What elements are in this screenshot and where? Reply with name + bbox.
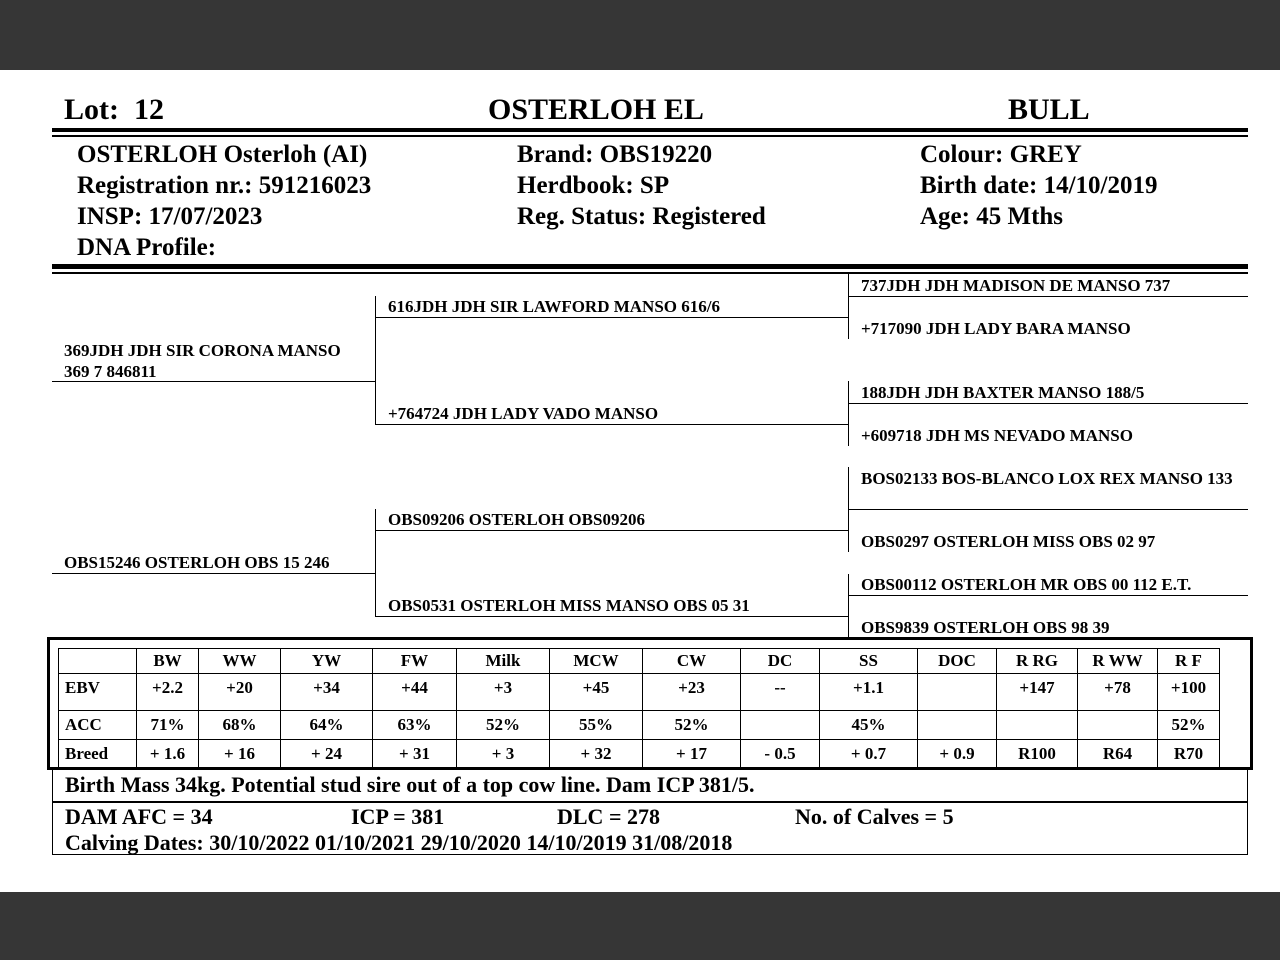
pedigree-sds: 188JDH JDH BAXTER MANSO 188/5 [861, 383, 1145, 402]
ebv-cell: +34 [281, 674, 373, 711]
birth-date: Birth date: 14/10/2019 [920, 172, 1158, 199]
pedigree-line [375, 317, 848, 318]
pedigree-dss: BOS02133 BOS-BLANCO LOX REX MANSO 133 [861, 469, 1233, 488]
acc-row [59, 711, 1220, 740]
pedigree-dam: OBS15246 OSTERLOH OBS 15 246 [64, 553, 330, 572]
ebv-header-cell: R F [1158, 649, 1220, 674]
ebv-header-cell: SS [820, 649, 918, 674]
breed-cell: + 17 [643, 740, 741, 769]
breed-cell: + 0.9 [918, 740, 997, 769]
pedigree-bracket [848, 381, 849, 446]
pedigree-line [848, 509, 1248, 510]
insp-date: INSP: 17/07/2023 [77, 203, 263, 230]
pedigree-sdd: +609718 JDH MS NEVADO MANSO [861, 426, 1133, 445]
herdbook: Herdbook: SP [517, 172, 670, 199]
acc-cell [997, 711, 1078, 740]
ebv-cell [918, 674, 997, 711]
pedigree-ssd: +717090 JDH LADY BARA MANSO [861, 319, 1131, 338]
breed-cell: + 0.7 [820, 740, 918, 769]
ebv-header-row [59, 649, 1220, 674]
acc-cell [918, 711, 997, 740]
dna-profile: DNA Profile: [77, 234, 217, 261]
pedigree-bracket [375, 296, 376, 424]
pedigree-sire-sire: 616JDH JDH SIR LAWFORD MANSO 616/6 [388, 297, 720, 316]
pedigree-bracket [848, 274, 849, 339]
pedigree-line [375, 530, 848, 531]
dam-info-box [52, 802, 1248, 855]
breed-cell: R70 [1158, 740, 1220, 769]
ebv-header-cell: BW [137, 649, 199, 674]
breed-cell: + 32 [550, 740, 643, 769]
pedigree-ddd: OBS9839 OSTERLOH OBS 98 39 [861, 618, 1110, 637]
details-rule-thick [52, 264, 1248, 269]
pedigree-line [848, 296, 1248, 297]
remarks: Birth Mass 34kg. Potential stud sire out of a top cow line. Dam ICP 381/5. [52, 770, 1248, 802]
ebv-row [59, 674, 1220, 711]
pedigree-line [848, 595, 1248, 596]
ebv-cell: +1.1 [820, 674, 918, 711]
acc-cell: 52% [457, 711, 550, 740]
ebv-cell: +3 [457, 674, 550, 711]
acc-row-label: ACC [59, 711, 137, 740]
animal-sex: BULL [1008, 93, 1090, 126]
ebv-cell: +23 [643, 674, 741, 711]
registration-number: Registration nr.: 591216023 [77, 172, 372, 199]
header-rule-thick [52, 128, 1248, 132]
ebv-cell: +147 [997, 674, 1078, 711]
ebv-table [58, 648, 1220, 769]
ebv-header-cell: YW [281, 649, 373, 674]
dam-icp: ICP = 381 [351, 804, 445, 829]
breed-cell: R64 [1078, 740, 1158, 769]
ebv-cell: -- [741, 674, 820, 711]
breed-cell: + 24 [281, 740, 373, 769]
pedigree-dsd: OBS0297 OSTERLOH MISS OBS 02 97 [861, 532, 1156, 551]
dam-dlc: DLC = 278 [557, 804, 660, 829]
acc-cell [741, 711, 820, 740]
ebv-row-label: EBV [59, 674, 137, 711]
age: Age: 45 Mths [920, 203, 1064, 230]
ebv-header-cell: R RG [997, 649, 1078, 674]
pedigree-dam-sire: OBS09206 OSTERLOH OBS09206 [388, 510, 645, 529]
ebv-header-cell: WW [199, 649, 281, 674]
ebv-header-cell: MCW [550, 649, 643, 674]
acc-cell: 68% [199, 711, 281, 740]
pedigree-bracket [375, 509, 376, 617]
pedigree-dds: OBS00112 OSTERLOH MR OBS 00 112 E.T. [861, 575, 1192, 594]
ebv-header-cell: DC [741, 649, 820, 674]
pedigree-line [375, 424, 848, 425]
pedigree-dam-dam: OBS0531 OSTERLOH MISS MANSO OBS 05 31 [388, 596, 750, 615]
details-rule-thin [52, 272, 1248, 274]
ebv-cell: +20 [199, 674, 281, 711]
breed-cell: + 31 [373, 740, 457, 769]
breed-row-label: Breed [59, 740, 137, 769]
reg-status: Reg. Status: Registered [517, 203, 766, 230]
breed-cell: + 1.6 [137, 740, 199, 769]
ebv-header-cell: CW [643, 649, 741, 674]
breed-cell: + 16 [199, 740, 281, 769]
pedigree-line [375, 616, 848, 617]
bottom-frame-bar [0, 892, 1280, 960]
acc-cell: 45% [820, 711, 918, 740]
dam-afc: DAM AFC = 34 [65, 804, 213, 829]
acc-cell: 52% [1158, 711, 1220, 740]
lot-label [64, 93, 164, 127]
breed-row [59, 740, 1220, 769]
acc-cell: 52% [643, 711, 741, 740]
ebv-cell: +45 [550, 674, 643, 711]
pedigree-line [52, 381, 375, 382]
top-frame-bar [0, 0, 1280, 70]
ebv-cell: +78 [1078, 674, 1158, 711]
acc-cell [1078, 711, 1158, 740]
ebv-cell: +2.2 [137, 674, 199, 711]
ebv-header-cell: FW [373, 649, 457, 674]
pedigree-sire: 369JDH JDH SIR CORONA MANSO 369 7 846811 [64, 341, 341, 381]
ebv-header-cell: Milk [457, 649, 550, 674]
ebv-header-cell: R WW [1078, 649, 1158, 674]
pedigree-line [52, 573, 375, 574]
ebv-header-cell [59, 649, 137, 674]
acc-cell: 55% [550, 711, 643, 740]
pedigree-sss: 737JDH JDH MADISON DE MANSO 737 [861, 276, 1171, 295]
pedigree-line [848, 403, 1248, 404]
ebv-cell: +100 [1158, 674, 1220, 711]
brand: Brand: OBS19220 [517, 141, 713, 168]
dam-calves: No. of Calves = 5 [795, 804, 954, 829]
ebv-header-cell: DOC [918, 649, 997, 674]
lot-number: 12 [134, 93, 164, 126]
lot-label-text: Lot: [64, 93, 119, 126]
acc-cell: 63% [373, 711, 457, 740]
breed-cell: R100 [997, 740, 1078, 769]
acc-cell: 64% [281, 711, 373, 740]
colour: Colour: GREY [920, 141, 1082, 168]
breed-cell: + 3 [457, 740, 550, 769]
ebv-cell: +44 [373, 674, 457, 711]
breed-cell: - 0.5 [741, 740, 820, 769]
pedigree-bracket [848, 574, 849, 637]
full-name: OSTERLOH Osterloh (AI) [77, 141, 368, 168]
pedigree-sire-dam: +764724 JDH LADY VADO MANSO [388, 404, 659, 423]
animal-name: OSTERLOH EL [488, 93, 704, 126]
acc-cell: 71% [137, 711, 199, 740]
ebv-table-box [47, 637, 1253, 770]
header-rule-thin [52, 135, 1248, 137]
calving-dates: Calving Dates: 30/10/2022 01/10/2021 29/10/2020 14/10/2019 31/08/2018 [65, 830, 733, 855]
